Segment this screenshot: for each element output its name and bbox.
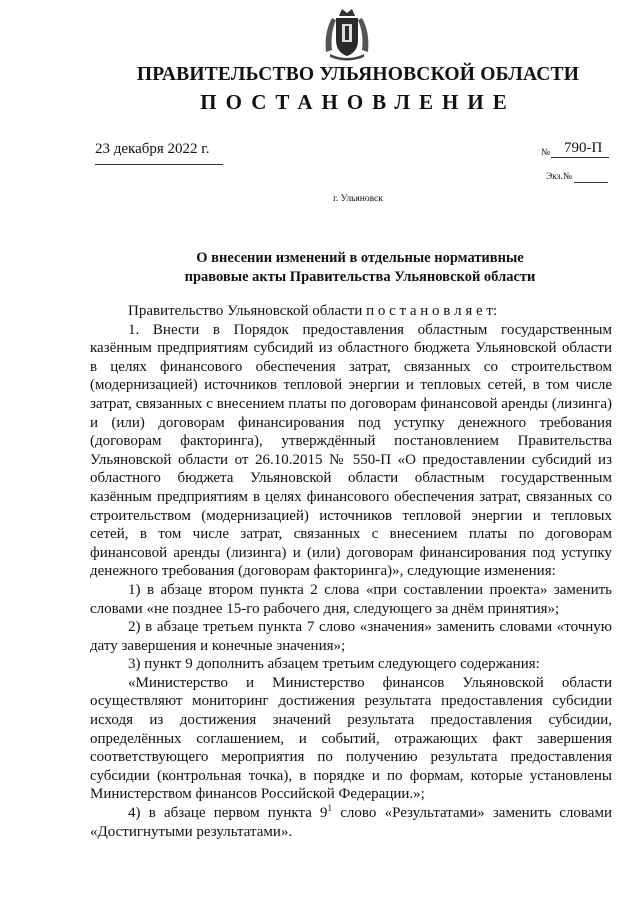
intro-paragraph: Правительство Ульяновской области п о с т а н о в л я е т:: [128, 303, 498, 319]
subitem-4-paragraph: [90, 804, 612, 841]
quoted-paragraph: «Министерство и Министерство финансов Ульяновской области осуществляют мониторинг достижения результата предоставления субсидии исходя из достижения значений результата предоставления субсидии, определённых соглашением, и событий, отражающих факт завершения соответствующего мероприятия по получению результата предоставления субсидии (контрольная точка), в порядке и по формам, которые установлены Министерством финансов Российской Федерации.»;: [90, 674, 612, 803]
copy-number-label: Экз.№: [546, 172, 572, 182]
subitem-4-start: 4) в абзаце первом пункта 9: [128, 805, 328, 822]
document-number: 790-П: [564, 140, 603, 156]
number-prefix: №: [541, 148, 551, 158]
subitem-4-superscript: 1: [327, 803, 333, 814]
copy-number-underline: [574, 182, 608, 183]
document-title: [120, 249, 600, 287]
document-type: ПОСТАНОВЛЕНИЕ: [200, 90, 516, 114]
subitem-4-end: слово «Результатами» заменить словами «Достигнутыми результатами».: [90, 805, 612, 840]
city: г. Ульяновск: [333, 194, 383, 204]
date-underline: [95, 164, 223, 165]
number-underline: [551, 157, 609, 158]
document-body: [90, 302, 612, 841]
subitem-2-paragraph: 2) в абзаце третьем пункта 7 слово «значения» заменить словами «точную дату завершения и конечные значения»;: [90, 619, 612, 654]
item-1-paragraph: 1. Внести в Порядок предоставления областным государственным казённым предприятиям субсидий из областного бюджета Ульяновской области в целях финансового обеспечения затрат, связанных со строительством (модернизацией) источников тепловой энергии и тепловых сетей, в том числе затрат, связанных с внесением платы по договорам финансовой аренды (лизинга) и (или) договорам финансирования под уступку денежного требования (договорам факторинга), утверждённый постановлением Правительства Ульяновской области от 26.10.2015 № 550-П «О предоставлении субсидий из областного бюджета Ульяновской области областным государственным казённым предприятиям в целях финансового обеспечения затрат, связанных со строительством (модернизацией) источников тепловой энергии и тепловых сетей, в том числе затрат, связанных с внесением платы по договорам финансовой аренды (лизинга) и (или) договорам финансирования под уступку денежного требования (договорам факторинга)», следующие изменения:: [90, 321, 612, 580]
title-line-1: О внесении изменений в отдельные нормативные: [196, 250, 524, 266]
title-line-2: правовые акты Правительства Ульяновской области: [184, 269, 536, 285]
subitem-1-paragraph: 1) в абзаце втором пункта 2 слова «при составлении проекта» заменить словами «не позднее 15-го рабочего дня, следующего за днём принятия»;: [90, 581, 612, 617]
government-name: ПРАВИТЕЛЬСТВО УЛЬЯНОВСКОЙ ОБЛАСТИ: [136, 64, 580, 85]
subitem-3-paragraph: 3) пункт 9 дополнить абзацем третьим следующего содержания:: [128, 656, 540, 673]
document-date: 23 декабря 2022 г.: [95, 141, 210, 157]
coat-of-arms-emblem: [322, 6, 372, 62]
